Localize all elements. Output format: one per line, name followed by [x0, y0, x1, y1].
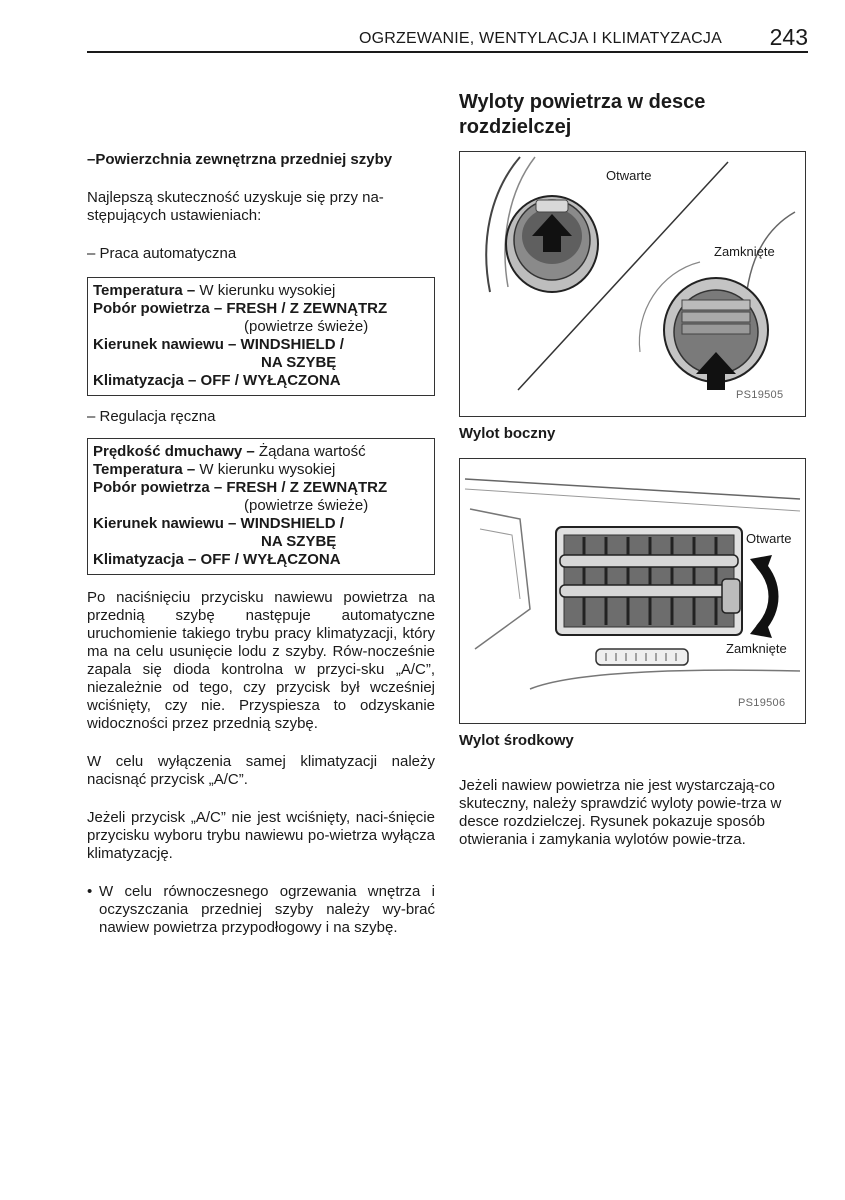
fan-speed-value: Żądana wartość — [254, 443, 366, 460]
left-column — [87, 150, 435, 937]
intro-line-2: stępujących ustawieniach: — [87, 207, 262, 224]
side-vent-caption: Wylot boczny — [459, 425, 556, 442]
bullet-text: W celu równoczesnego ogrzewania wnętrza i oczyszczania przedniej szyby należy wy-brać nawiew powietrza przypodłogowy i na szybę. — [99, 883, 435, 936]
page-number: 243 — [769, 24, 808, 50]
windshield-subheading: –Powierzchnia zewnętrzna przedniej szyby — [87, 151, 393, 168]
figure-code: PS19505 — [736, 389, 784, 401]
ac-off-paragraph: W celu wyłączenia samej klimatyzacji należy nacisnąć przycisk „A/C”. — [87, 753, 435, 788]
air-intake-note: (powietrze świeże) — [244, 318, 369, 335]
temperature-row — [93, 282, 429, 300]
temperature-label: Temperatura – — [93, 282, 196, 299]
air-intake-note: (powietrze świeże) — [244, 497, 369, 514]
ac-row — [93, 372, 429, 390]
bullet-mark: • — [87, 883, 93, 900]
center-vent-illustration — [460, 459, 805, 723]
airflow-direction-label: Kierunek nawiewu – WINDSHIELD / — [93, 336, 344, 353]
defrost-paragraph: Po naciśnięciu przycisku nawiewu powietrza na przednią szybę następuje automatyczne uruchomienie takiego trybu pracy klimatyzacji, który ma na celu usunięcie lodu z szyby. Rów-nocześnie zapala się dioda kontrolna w przyci-sku „A/C”, niezależnie od tego, czy przycisk był wcześniej wciśnięty, czy nie. Przyspiesza to odzyskanie widoczności przez przednią szybę. — [87, 589, 435, 732]
intro-paragraph — [87, 189, 435, 225]
figure-code: PS19506 — [738, 697, 786, 709]
side-vent-illustration — [460, 152, 805, 416]
air-intake-label: Pobór powietrza – FRESH / Z ZEWNĄTRZ — [93, 479, 388, 496]
fan-speed-label: Prędkość dmuchawy – — [93, 443, 255, 460]
manual-settings-box — [87, 438, 435, 575]
ac-label: Klimatyzacja – OFF / WYŁĄCZONA — [93, 372, 341, 389]
center-vent-caption: Wylot środkowy — [459, 732, 574, 749]
temperature-row — [93, 461, 429, 479]
running-header: OGRZEWANIE, WENTYLACJA I KLIMATYZACJA — [358, 30, 722, 47]
ac-label: Klimatyzacja – OFF / WYŁĄCZONA — [93, 551, 341, 568]
ac-row — [93, 551, 429, 569]
air-intake-row — [93, 300, 429, 318]
auto-settings-box — [87, 277, 435, 396]
temperature-label: Temperatura – — [93, 461, 196, 478]
airflow-direction-row — [93, 336, 429, 354]
bullet-item — [87, 883, 435, 937]
airflow-direction-label: Kierunek nawiewu – WINDSHIELD / — [93, 515, 344, 532]
temperature-value: W kierunku wysokiej — [195, 461, 336, 478]
air-intake-label: Pobór powietrza – FRESH / Z ZEWNĄTRZ — [93, 300, 388, 317]
mode-manual: – Regulacja ręczna — [87, 408, 216, 425]
mode-auto: – Praca automatyczna — [87, 245, 237, 262]
airflow-direction-value: NA SZYBĘ — [261, 354, 337, 371]
temperature-value: W kierunku wysokiej — [195, 282, 336, 299]
mode-button-paragraph: Jeżeli przycisk „A/C” nie jest wciśnięty, naci-śnięcie przycisku wyboru trybu nawiewu po-wietrza wyłącza klimatyzację. — [87, 809, 435, 862]
airflow-direction-row — [93, 515, 429, 533]
vents-paragraph: Jeżeli nawiew powietrza nie jest wystarczają-co skuteczny, należy sprawdzić wyloty powie-trza w desce rozdzielczej. Rysunek pokazuje sposób otwierania i zamykania wylotów powie-trza. — [459, 777, 782, 848]
side-vent-figure — [459, 151, 806, 417]
right-column — [459, 90, 807, 849]
open-label: Otwarte — [746, 531, 792, 546]
intro-line-1: Najlepszą skuteczność uzyskuje się przy na- — [87, 189, 384, 206]
air-intake-row — [93, 479, 429, 497]
closed-label: Zamknięte — [726, 641, 787, 656]
section-title: Wyloty powietrza w desce rozdzielczej — [459, 91, 706, 138]
open-label: Otwarte — [606, 168, 652, 183]
airflow-direction-value: NA SZYBĘ — [261, 533, 337, 550]
fan-speed-row — [93, 443, 429, 461]
center-vent-figure — [459, 458, 806, 724]
header-rule — [87, 51, 808, 53]
closed-label: Zamknięte — [714, 244, 775, 259]
